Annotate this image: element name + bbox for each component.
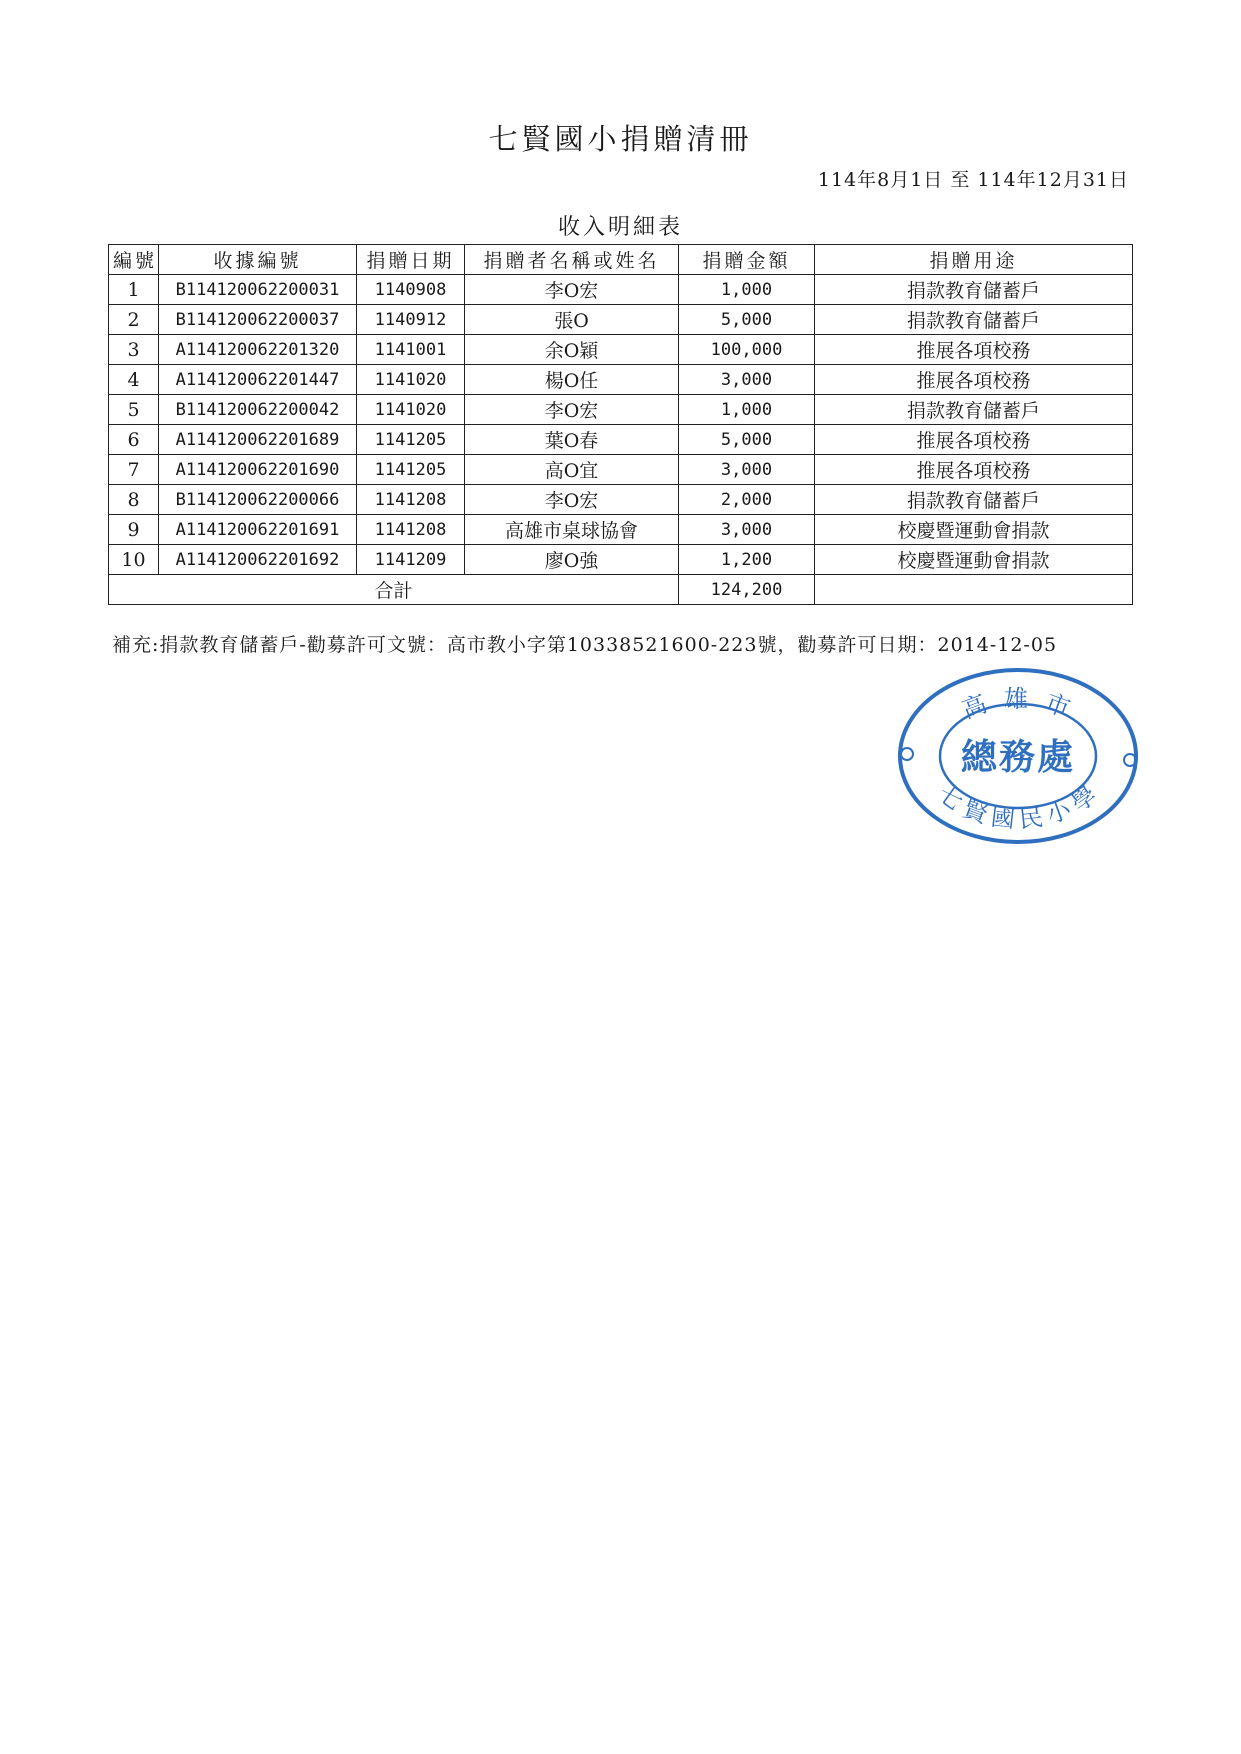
cell-number: 8 — [109, 485, 159, 515]
cell-number: 7 — [109, 455, 159, 485]
table-row — [109, 485, 1133, 515]
cell-number: 4 — [109, 365, 159, 395]
cell-donor-name: 葉O春 — [465, 425, 679, 455]
supplementary-note: 補充:捐款教育儲蓄戶-勸募許可文號：高市教小字第10338521600-223號，勸募許可日期：2014-12-05 — [112, 634, 1058, 656]
cell-receipt-number: A114120062201689 — [159, 425, 357, 455]
table-row — [109, 365, 1133, 395]
cell-donation-date: 1141020 — [357, 365, 465, 395]
header-donation-date: 捐贈日期 — [357, 245, 465, 275]
cell-receipt-number: A114120062201691 — [159, 515, 357, 545]
cell-donor-name: 張O — [465, 305, 679, 335]
cell-receipt-number: B114120062200042 — [159, 395, 357, 425]
total-label: 合計 — [109, 575, 679, 605]
cell-donation-amount: 2,000 — [679, 485, 815, 515]
document-title: 七賢國小捐贈清冊 — [488, 122, 753, 156]
total-purpose-empty — [815, 575, 1133, 605]
cell-donation-date: 1141020 — [357, 395, 465, 425]
cell-donation-purpose: 推展各項校務 — [815, 455, 1133, 485]
header-receipt-number: 收據編號 — [159, 245, 357, 275]
table-header-row — [109, 245, 1133, 275]
cell-receipt-number: A114120062201690 — [159, 455, 357, 485]
reporting-period: 114年8月1日 至 114年12月31日 — [817, 169, 1129, 191]
cell-number: 5 — [109, 395, 159, 425]
cell-donor-name: 余O穎 — [465, 335, 679, 365]
cell-donation-date: 1141208 — [357, 485, 465, 515]
cell-number: 10 — [109, 545, 159, 575]
cell-donation-purpose: 推展各項校務 — [815, 335, 1133, 365]
table-row — [109, 305, 1133, 335]
cell-donor-name: 楊O任 — [465, 365, 679, 395]
document-subtitle: 收入明細表 — [557, 215, 683, 240]
total-row — [109, 575, 1133, 605]
cell-donor-name: 廖O強 — [465, 545, 679, 575]
cell-receipt-number: A114120062201447 — [159, 365, 357, 395]
cell-donation-date: 1141209 — [357, 545, 465, 575]
cell-donation-purpose: 推展各項校務 — [815, 425, 1133, 455]
cell-donor-name: 高O宜 — [465, 455, 679, 485]
cell-donation-date: 1141001 — [357, 335, 465, 365]
cell-donation-date: 1141205 — [357, 425, 465, 455]
cell-donation-purpose: 捐款教育儲蓄戶 — [815, 485, 1133, 515]
cell-donation-date: 1141208 — [357, 515, 465, 545]
cell-donation-purpose: 校慶暨運動會捐款 — [815, 515, 1133, 545]
cell-number: 9 — [109, 515, 159, 545]
header-number: 編號 — [109, 245, 159, 275]
cell-donation-purpose: 捐款教育儲蓄戶 — [815, 305, 1133, 335]
seal-bottom-arc-text: 七賢國民小學 — [932, 779, 1104, 834]
seal-top-arc-text: 高 雄 市 — [958, 684, 1078, 725]
cell-receipt-number: B114120062200066 — [159, 485, 357, 515]
cell-receipt-number: B114120062200037 — [159, 305, 357, 335]
cell-receipt-number: A114120062201320 — [159, 335, 357, 365]
header-donation-amount: 捐贈金額 — [679, 245, 815, 275]
table-row — [109, 335, 1133, 365]
official-seal-stamp — [895, 665, 1141, 847]
cell-donation-amount: 1,200 — [679, 545, 815, 575]
table-row — [109, 515, 1133, 545]
cell-donation-amount: 3,000 — [679, 515, 815, 545]
cell-number: 1 — [109, 275, 159, 305]
total-amount: 124,200 — [679, 575, 815, 605]
table-row — [109, 275, 1133, 305]
seal-center-text: 總務處 — [960, 736, 1076, 778]
cell-donation-date: 1140912 — [357, 305, 465, 335]
cell-donation-purpose: 捐款教育儲蓄戶 — [815, 275, 1133, 305]
cell-donation-purpose: 捐款教育儲蓄戶 — [815, 395, 1133, 425]
cell-donation-amount: 1,000 — [679, 275, 815, 305]
cell-donation-purpose: 推展各項校務 — [815, 365, 1133, 395]
table-body — [109, 275, 1133, 575]
cell-donor-name: 李O宏 — [465, 395, 679, 425]
cell-receipt-number: B114120062200031 — [159, 275, 357, 305]
cell-donation-purpose: 校慶暨運動會捐款 — [815, 545, 1133, 575]
cell-donation-amount: 1,000 — [679, 395, 815, 425]
cell-donation-amount: 5,000 — [679, 305, 815, 335]
cell-donation-amount: 3,000 — [679, 455, 815, 485]
cell-donor-name: 高雄市桌球協會 — [465, 515, 679, 545]
cell-donation-amount: 5,000 — [679, 425, 815, 455]
cell-donor-name: 李O宏 — [465, 275, 679, 305]
header-donation-purpose: 捐贈用途 — [815, 245, 1133, 275]
cell-donation-amount: 3,000 — [679, 365, 815, 395]
cell-donation-date: 1140908 — [357, 275, 465, 305]
seal-flower-icon-left — [901, 748, 913, 760]
donation-table — [108, 244, 1133, 605]
table-row — [109, 455, 1133, 485]
cell-number: 2 — [109, 305, 159, 335]
table-row — [109, 395, 1133, 425]
table-row — [109, 425, 1133, 455]
cell-donation-amount: 100,000 — [679, 335, 815, 365]
cell-donor-name: 李O宏 — [465, 485, 679, 515]
header-donor-name: 捐贈者名稱或姓名 — [465, 245, 679, 275]
cell-donation-date: 1141205 — [357, 455, 465, 485]
table-row — [109, 545, 1133, 575]
cell-receipt-number: A114120062201692 — [159, 545, 357, 575]
cell-number: 3 — [109, 335, 159, 365]
cell-number: 6 — [109, 425, 159, 455]
